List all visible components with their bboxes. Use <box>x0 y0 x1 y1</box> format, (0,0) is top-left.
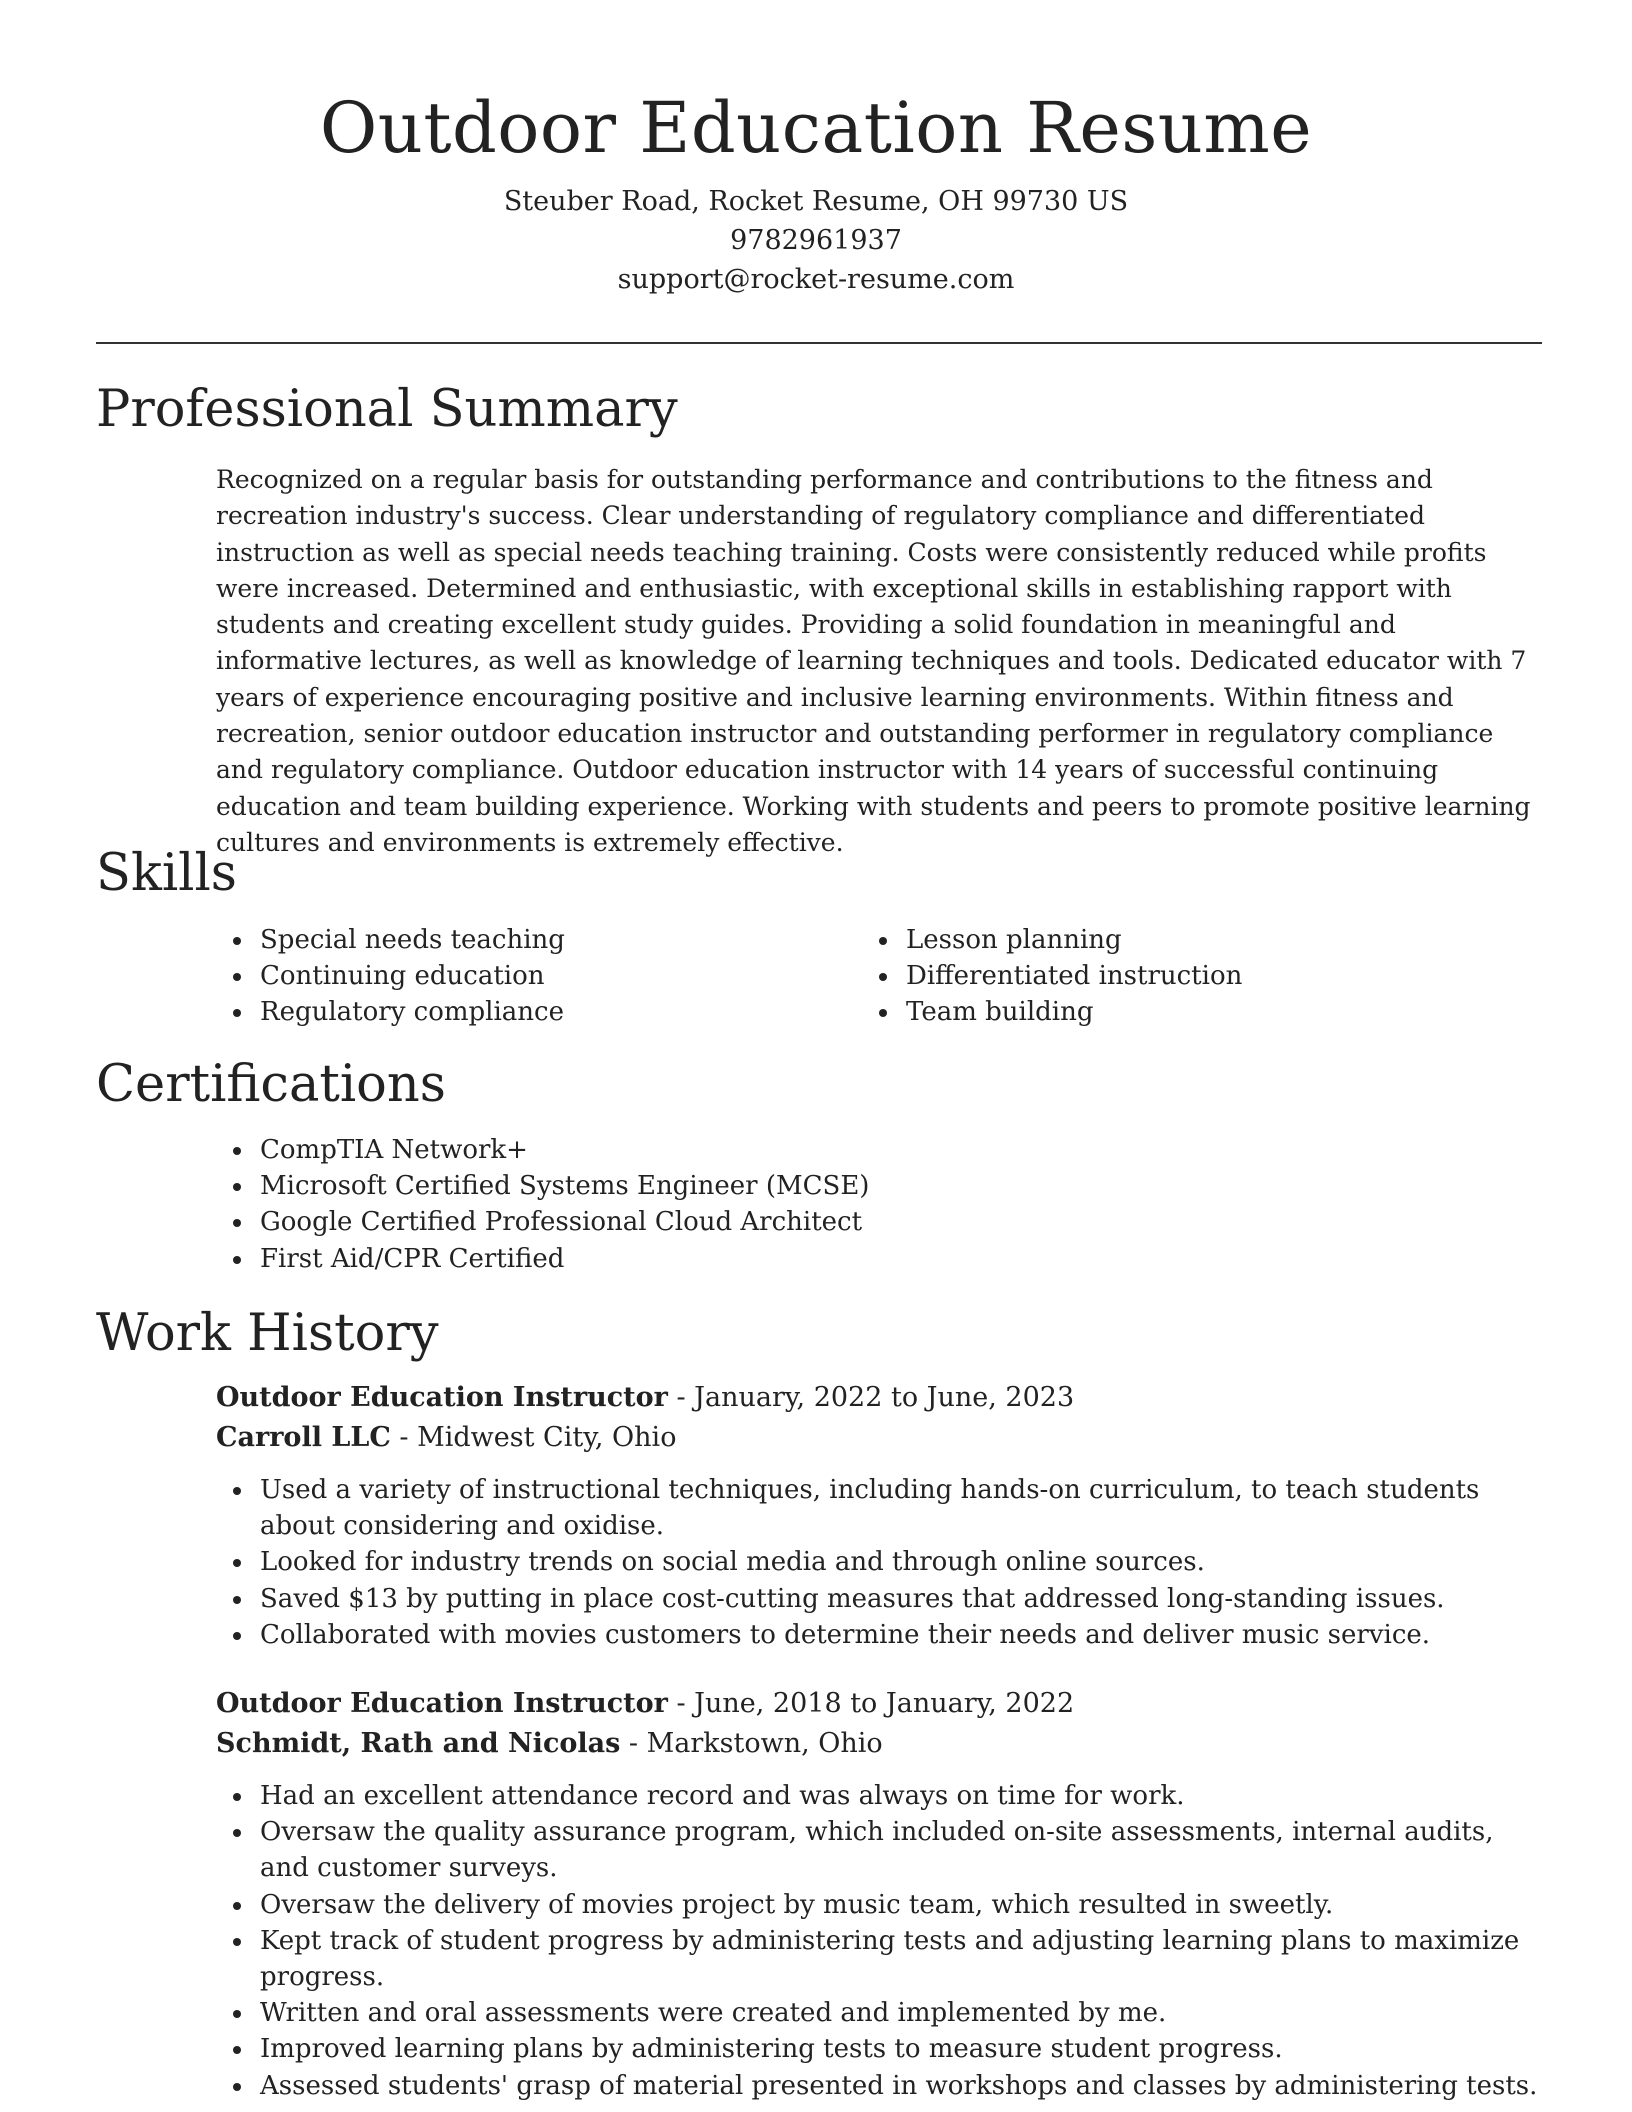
job-bullet: Used a variety of instructional techniques, including hands-on curriculum, to teach students about considering and oxidise. <box>216 1472 1542 1544</box>
skills-list-left <box>216 922 836 1031</box>
job-bullets <box>216 1472 1542 1653</box>
resume-header <box>0 82 1632 299</box>
certification-item: CompTIA Network+ <box>216 1132 1542 1168</box>
job-location: - Markstown, Ohio <box>620 1728 883 1759</box>
job-company: Carroll LLC <box>216 1422 391 1453</box>
job-bullet: Had an excellent attendance record and was always on time for work. <box>216 1778 1542 1814</box>
skill-item: Special needs teaching <box>216 922 836 958</box>
job-bullet: Written and oral assessments were created and implemented by me. <box>216 1995 1542 2031</box>
skill-item: Continuing education <box>216 958 836 994</box>
contact-block <box>0 182 1632 299</box>
header-divider <box>96 342 1542 344</box>
summary-text: Recognized on a regular basis for outstanding performance and contributions to the fitness and recreation industry's success. Clear understanding of regulatory compliance and differentiated instruction as well as special needs teaching training. Costs were consistently reduced while profits were increased. Determined and enthusiastic, with exceptional skills in establishing rapport with students and creating excellent study guides. Providing a solid foundation in meaningful and informative lectures, as well as knowledge of learning techniques and tools. Dedicated educator with 7 years of experience encouraging positive and inclusive learning environments. Within fitness and recreation, senior outdoor education instructor and outstanding performer in regulatory compliance and regulatory compliance. Outdoor education instructor with 14 years of successful continuing education and team building experience. Working with students and peers to promote positive learning cultures and environments is extremely effective. <box>216 465 1531 857</box>
job-bullet: Collaborated with movies customers to determine their needs and deliver music service. <box>216 1617 1542 1653</box>
job-dates: - June, 2018 to January, 2022 <box>667 1688 1075 1719</box>
job-bullet: Kept track of student progress by administering tests and adjusting learning plans to maximize progress. <box>216 1923 1542 1995</box>
skill-item: Differentiated instruction <box>862 958 1542 994</box>
work-history-heading: Work History <box>96 1304 439 1363</box>
job-bullet: Oversaw the quality assurance program, which included on-site assessments, internal audits, and customer surveys. <box>216 1814 1542 1886</box>
job-company: Schmidt, Rath and Nicolas <box>216 1728 621 1759</box>
certification-item: Microsoft Certified Systems Engineer (MCSE) <box>216 1168 1542 1204</box>
skills-list-right <box>862 922 1542 1031</box>
address: Steuber Road, Rocket Resume, OH 99730 US <box>503 186 1129 217</box>
job-bullet: Saved $13 by putting in place cost-cutting measures that addressed long-standing issues. <box>216 1581 1542 1617</box>
job-title-line <box>216 1378 1074 1418</box>
certification-item: First Aid/CPR Certified <box>216 1241 1542 1277</box>
resume-title: Outdoor Education Resume <box>319 87 1313 169</box>
certification-item: Google Certified Professional Cloud Architect <box>216 1204 1542 1240</box>
certifications-heading: Certifications <box>96 1055 446 1114</box>
job-bullets <box>216 1778 1542 2104</box>
skill-item: Team building <box>862 994 1542 1030</box>
summary-heading: Professional Summary <box>96 380 678 439</box>
skills-heading: Skills <box>96 844 237 903</box>
job-title: Outdoor Education Instructor <box>216 1382 668 1413</box>
job-company-line <box>216 1724 883 1764</box>
job-title: Outdoor Education Instructor <box>216 1688 668 1719</box>
certifications-list <box>216 1132 1542 1277</box>
skill-item: Regulatory compliance <box>216 994 836 1030</box>
job-bullet: Looked for industry trends on social media and through online sources. <box>216 1544 1542 1580</box>
job-bullet: Improved learning plans by administering tests to measure student progress. <box>216 2031 1542 2067</box>
job-location: - Midwest City, Ohio <box>390 1422 677 1453</box>
skill-item: Lesson planning <box>862 922 1542 958</box>
job-title-line <box>216 1684 1074 1724</box>
job-bullet: Assessed students' grasp of material presented in workshops and classes by administering tests. <box>216 2068 1542 2104</box>
job-company-line <box>216 1418 676 1458</box>
job-bullet: Oversaw the delivery of movies project by music team, which resulted in sweetly. <box>216 1887 1542 1923</box>
phone: 9782961937 <box>730 225 902 256</box>
job-dates: - January, 2022 to June, 2023 <box>667 1382 1075 1413</box>
email: support@rocket-resume.com <box>617 264 1015 295</box>
